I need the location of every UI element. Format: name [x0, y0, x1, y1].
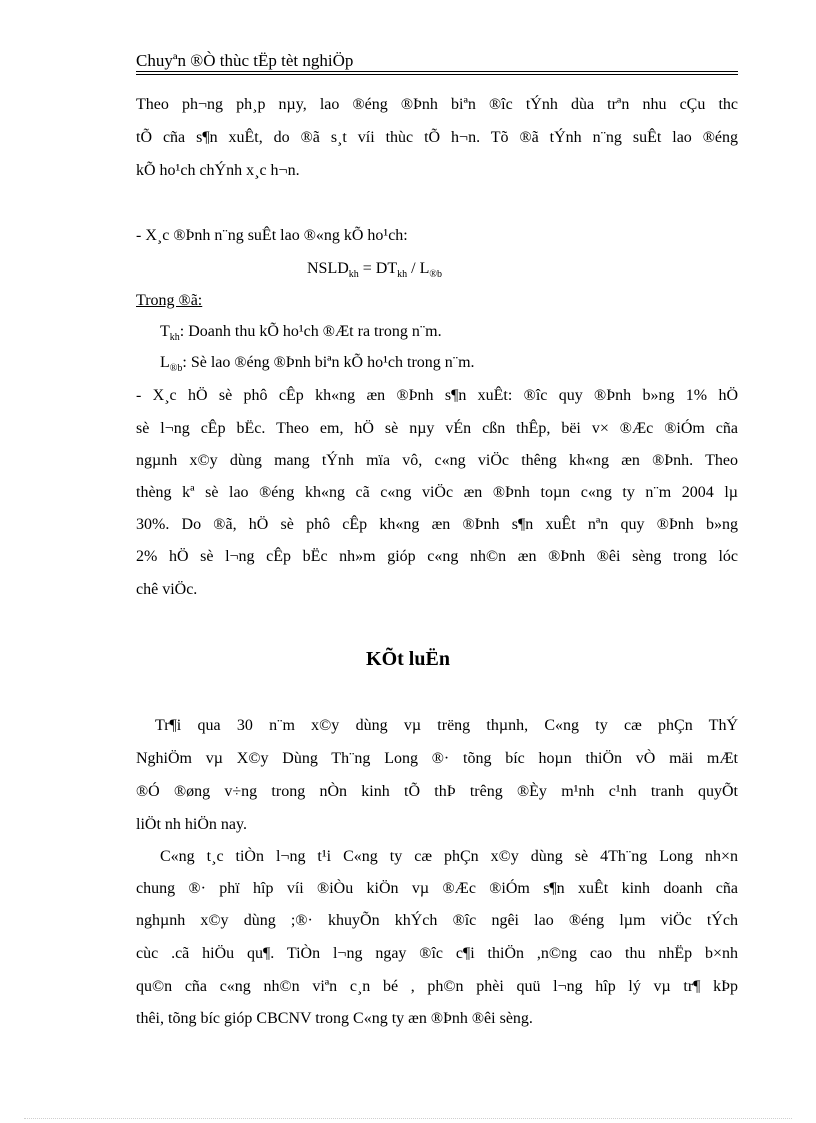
paragraph-line: kÕ ho¹ch chÝnh x¸c h¬n.: [136, 162, 300, 179]
paragraph-line: chung ®· phï hîp víi ®iÒu kiÖn vµ ®Æc ®iÓm s¶n xuÊt kinh doanh cña: [136, 880, 738, 897]
paragraph-line: liÖt nh hiÖn nay.: [136, 816, 247, 833]
def-t-text: : Doanh thu kÕ ho¹ch ®Æt ra trong n¨m.: [179, 323, 442, 340]
def-t-letter: T: [160, 323, 170, 340]
definition-labor: [160, 352, 475, 380]
paragraph-line: Tr¶i qua 30 n¨m x©y dùng vµ trëng thµnh, C«ng ty cæ phÇn ThÝ: [155, 717, 738, 734]
def-l-text: : Sè lao ®éng ®Þnh biªn kÕ ho¹ch trong n¨m.: [182, 354, 475, 371]
paragraph-line: Theo ph¬ng ph¸p nµy, lao ®éng ®Þnh biªn ®îc tÝnh dùa trªn nhu cÇu thc: [136, 96, 738, 113]
formula-eq: = DT: [358, 260, 398, 277]
formula-l-sub: ®b: [429, 269, 442, 281]
paragraph-line: 30%. Do ®ã, hÖ sè phô cÊp kh«ng æn ®Þnh s¶n xuÊt nªn quy ®Þnh b»ng: [136, 516, 738, 533]
def-t-sub: kh: [169, 332, 180, 344]
paragraph-line: NghiÖm vµ X©y Dùng Th¨ng Long ®· tõng bíc hoµn thiÖn vÒ mäi mÆt: [136, 750, 738, 767]
paragraph-line: thêi, tõng bíc gióp CBCNV trong C«ng ty æn ®Þnh ®êi sèng.: [136, 1010, 533, 1027]
where-label: Trong ®ã:: [136, 292, 203, 309]
paragraph-line: C«ng t¸c tiÒn l¬ng t¹i C«ng ty cæ phÇn x©y dùng sè 4Th¨ng Long nh×n: [160, 848, 738, 865]
header-rule-top: [136, 71, 738, 72]
formula-dt-sub: kh: [397, 269, 408, 281]
paragraph-line: tÕ cña s¶n xuÊt, do ®ã s¸t víi thùc tÕ h¬n. Tõ ®ã tÝnh n¨ng suÊt lao ®éng: [136, 129, 738, 146]
formula-lhs-sub: kh: [348, 269, 359, 281]
definition-revenue: [160, 321, 442, 349]
formula-div: / L: [407, 260, 430, 277]
running-header: Chuyªn ®Ò thùc tËp tèt nghiÖp: [136, 51, 354, 70]
paragraph-line: - X¸c hÖ sè phô cÊp kh«ng æn ®Þnh s¶n xuÊt: ®îc quy ®Þnh b»ng 1% hÖ: [136, 387, 738, 404]
paragraph-line: cùc .cã hiÖu qu¶. TiÒn l¬ng ngay ®îc c¶i thiÖn ,n©ng cao thu nhËp b×nh: [136, 945, 738, 962]
paragraph-line: sè l¬ng cÊp bËc. Theo em, hÖ sè nµy vÉn cßn thÊp, bëi v× ®Æc ®iÓm cña: [136, 420, 738, 437]
conclusion-heading: KÕt luËn: [366, 648, 450, 670]
labor-productivity-formula: [307, 258, 442, 286]
formula-lhs: NSLD: [307, 260, 349, 277]
paragraph-line: ®Ó ®øng v÷ng trong nÒn kinh tÕ thÞ trêng ®Èy m¹nh c¹nh tranh quyÕt: [136, 783, 738, 800]
paragraph-line: thèng kª sè lao ®éng kh«ng cã c«ng viÖc æn ®Þnh toµn c«ng ty n¨m 2004 lµ: [136, 484, 738, 501]
paragraph-line: nghµnh x©y dùng ;®· khuyÕn khÝch ®îc ngêi lao ®éng lµm viÖc tÝch: [136, 912, 738, 929]
def-l-letter: L: [160, 354, 170, 371]
formula-intro: - X¸c ®Þnh n¨ng suÊt lao ®«ng kÕ ho¹ch:: [136, 227, 408, 244]
paragraph-line: 2% hÖ sè l¬ng cÊp bËc nh»m gióp c«ng nh©n æn ®Þnh ®êi sèng trong lóc: [136, 548, 738, 565]
page-bottom-border: [24, 1118, 792, 1119]
paragraph-line: chê viÖc.: [136, 581, 198, 598]
paragraph-line: ngµnh x©y dùng mang tÝnh mïa vô, c«ng viÖc thêng kh«ng æn ®Þnh. Theo: [136, 452, 738, 469]
header-rule-bottom: [136, 74, 738, 75]
def-l-sub: ®b: [169, 363, 183, 375]
paragraph-line: qu©n cña c«ng nh©n viªn c¸n bé , ph©n phèi quü l¬ng hîp lý vµ tr¶ kÞp: [136, 978, 738, 995]
